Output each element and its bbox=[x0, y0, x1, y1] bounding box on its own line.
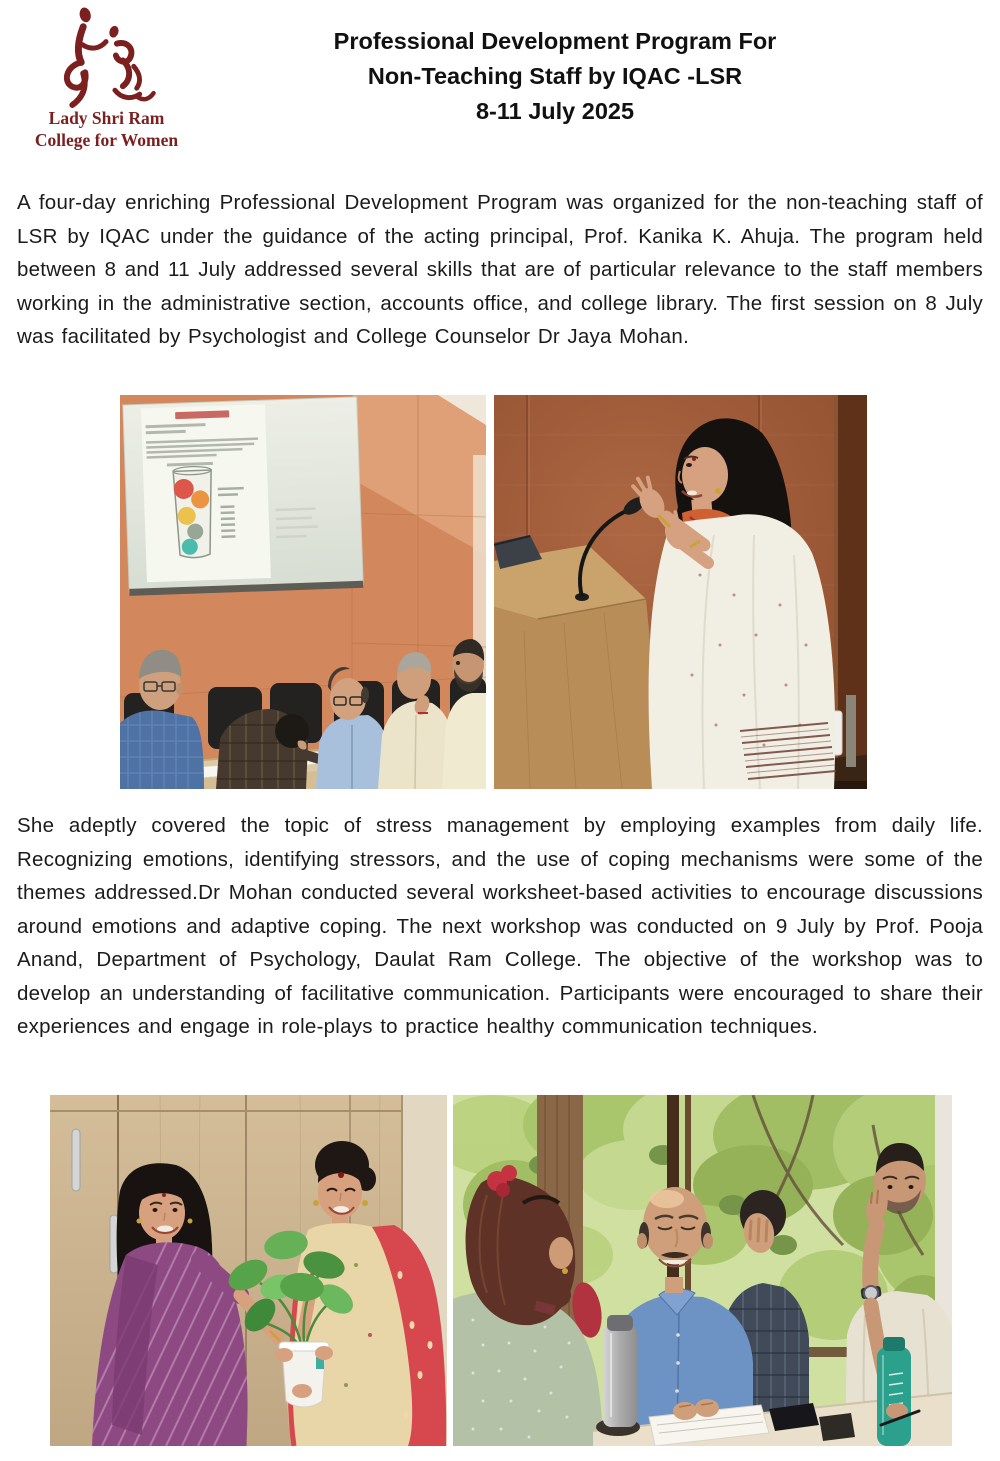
plant-photo-art bbox=[50, 1095, 447, 1446]
title-line-1: Professional Development Program For bbox=[333, 28, 777, 54]
lsr-logo-mark bbox=[55, 4, 159, 108]
classroom-photo-art bbox=[120, 395, 486, 789]
title-line-3: 8-11 July 2025 bbox=[475, 98, 635, 124]
title-line-2: Non-Teaching Staff by IQAC -LSR bbox=[367, 63, 743, 89]
plant-exchange-photo bbox=[50, 1095, 447, 1446]
classroom-presentation-photo bbox=[120, 395, 486, 789]
discussion-photo-art bbox=[453, 1095, 952, 1446]
page-title bbox=[160, 24, 950, 129]
speaker-photo-art bbox=[494, 395, 867, 789]
logo-text-line2: College for Women bbox=[34, 129, 179, 150]
paragraph-1: A four-day enriching Professional Development Program was organized for the non-teaching staff of LSR by IQAC under the guidance of the acting principal, Prof. Kanika K. Ahuja. The program held between 8 and 11 July addressed several skills that are of particular relevance to the staff members working in the administrative section, accounts office, and college library. The first session on 8 July was facilitated by Psychologist and College Counselor Dr Jaya Mohan. bbox=[17, 191, 983, 348]
speaker-at-podium-photo bbox=[494, 395, 867, 789]
logo-text-line1: Lady Shri Ram bbox=[48, 108, 165, 128]
paragraph-2: She adeptly covered the topic of stress management by employing examples from daily life. Recognizing emotions, identifying stressors, and the use of coping mechanisms were some of the themes addressed.Dr Mohan conducted several worksheet-based activities to encourage discussions around emotions and adaptive coping. The next workshop was conducted on 9 July by Prof. Pooja Anand, Department of Psychology, Daulat Ram College. The objective of the workshop was to develop an understanding of facilitative communication. Participants were encouraged to share their experiences and engage in role-plays to practice healthy communication techniques. bbox=[17, 814, 983, 1038]
table-discussion-photo bbox=[453, 1095, 952, 1446]
